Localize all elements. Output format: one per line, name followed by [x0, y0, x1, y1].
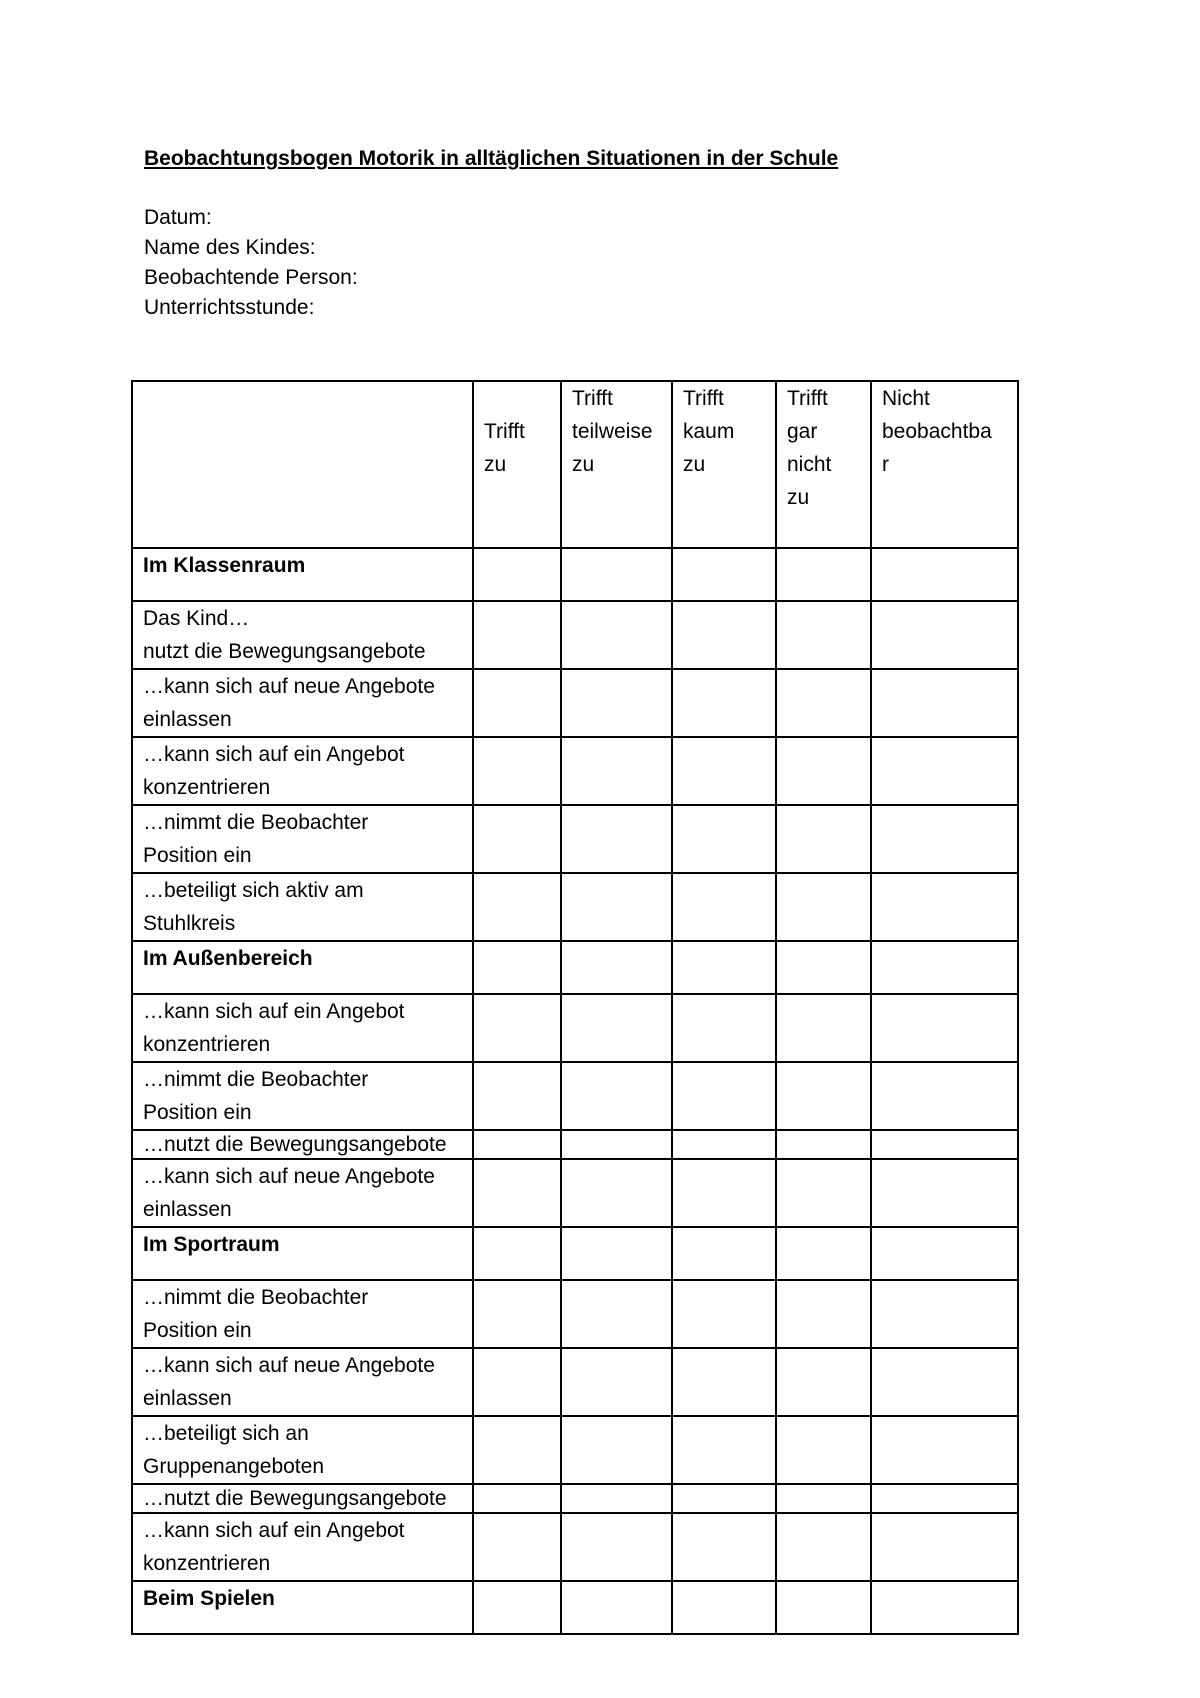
rating-cell[interactable]: [776, 994, 871, 1062]
header-cell-label: [132, 381, 473, 548]
rating-cell[interactable]: [473, 941, 561, 994]
table-row: [132, 805, 1018, 873]
rating-cell[interactable]: [473, 737, 561, 805]
item-label-cell: [132, 873, 473, 941]
rating-cell[interactable]: [776, 1581, 871, 1634]
rating-cell[interactable]: [561, 805, 672, 873]
rating-cell[interactable]: [672, 1348, 776, 1416]
meta-field-lesson: Unterrichtsstunde:: [144, 296, 315, 319]
table-row: [132, 994, 1018, 1062]
meta-fields: [144, 203, 358, 323]
rating-cell[interactable]: [561, 1581, 672, 1634]
rating-cell[interactable]: [473, 548, 561, 601]
rating-cell[interactable]: [871, 873, 1018, 941]
rating-cell[interactable]: [871, 737, 1018, 805]
rating-cell[interactable]: [473, 1062, 561, 1130]
rating-cell[interactable]: [672, 941, 776, 994]
rating-cell[interactable]: [776, 669, 871, 737]
rating-cell[interactable]: [776, 1227, 871, 1280]
header-cell-trifft-teilweise-zu: Trifft teilweise zu: [561, 381, 672, 548]
rating-cell[interactable]: [871, 1513, 1018, 1581]
header-cell-trifft-gar-nicht-zu: Trifft gar nicht zu: [776, 381, 871, 548]
rating-cell[interactable]: [561, 1159, 672, 1227]
rating-cell[interactable]: [672, 1581, 776, 1634]
rating-cell[interactable]: [776, 805, 871, 873]
rating-cell[interactable]: [871, 1484, 1018, 1513]
rating-cell[interactable]: [871, 1581, 1018, 1634]
section-label-cell: [132, 941, 473, 994]
item-label: …nimmt die Beobachter Position ein: [143, 811, 369, 867]
rating-cell[interactable]: [473, 1513, 561, 1581]
rating-cell[interactable]: [473, 873, 561, 941]
rating-cell[interactable]: [871, 1348, 1018, 1416]
rating-cell[interactable]: [871, 1280, 1018, 1348]
rating-cell[interactable]: [871, 1062, 1018, 1130]
item-label: …kann sich auf neue Angebote einlassen: [143, 675, 435, 731]
table-row: [132, 1159, 1018, 1227]
rating-cell[interactable]: [672, 1062, 776, 1130]
rating-cell[interactable]: [672, 548, 776, 601]
rating-cell[interactable]: [871, 994, 1018, 1062]
section-label: Im Klassenraum: [143, 554, 306, 577]
rating-cell[interactable]: [561, 669, 672, 737]
rating-cell[interactable]: [473, 1227, 561, 1280]
item-label-cell: [132, 1130, 473, 1159]
item-label-cell: [132, 1484, 473, 1513]
table-row: [132, 873, 1018, 941]
rating-cell[interactable]: [672, 669, 776, 737]
document-title: Beobachtungsbogen Motorik in alltäglichen Situationen in der Schule: [144, 147, 839, 170]
item-label-cell: [132, 805, 473, 873]
rating-cell[interactable]: [473, 1280, 561, 1348]
table-row: [132, 737, 1018, 805]
table-header-row: [132, 381, 1018, 548]
item-label: …kann sich auf neue Angebote einlassen: [143, 1354, 435, 1410]
item-label: …beteiligt sich aktiv am Stuhlkreis: [143, 879, 364, 935]
table-row: [132, 1062, 1018, 1130]
rating-cell[interactable]: [871, 941, 1018, 994]
item-label-cell: [132, 1062, 473, 1130]
rating-cell[interactable]: [473, 601, 561, 669]
rating-cell[interactable]: [473, 1130, 561, 1159]
rating-cell[interactable]: [561, 941, 672, 994]
table-row: [132, 1513, 1018, 1581]
rating-cell[interactable]: [776, 548, 871, 601]
rating-cell[interactable]: [561, 1348, 672, 1416]
table-section-row: [132, 548, 1018, 601]
item-label: …kann sich auf neue Angebote einlassen: [143, 1165, 435, 1221]
rating-cell[interactable]: [871, 1159, 1018, 1227]
section-label: Im Sportraum: [143, 1233, 280, 1256]
rating-cell[interactable]: [561, 1484, 672, 1513]
rating-cell[interactable]: [473, 994, 561, 1062]
item-label-cell: [132, 601, 473, 669]
table-section-row: [132, 941, 1018, 994]
rating-cell[interactable]: [672, 994, 776, 1062]
rating-cell[interactable]: [561, 1416, 672, 1484]
rating-cell[interactable]: [473, 1484, 561, 1513]
rating-cell[interactable]: [561, 601, 672, 669]
table-section-row: [132, 1227, 1018, 1280]
item-label: …beteiligt sich an Gruppenangeboten: [143, 1422, 324, 1478]
rating-cell[interactable]: [672, 1130, 776, 1159]
table-row: [132, 669, 1018, 737]
section-label: Beim Spielen: [143, 1587, 275, 1610]
table-row: [132, 1416, 1018, 1484]
rating-cell[interactable]: [561, 1227, 672, 1280]
table-row: [132, 1280, 1018, 1348]
rating-cell[interactable]: [672, 1513, 776, 1581]
item-label-cell: [132, 994, 473, 1062]
item-label: …kann sich auf ein Angebot konzentrieren: [143, 743, 405, 799]
table-row: [132, 1130, 1018, 1159]
section-label-cell: [132, 548, 473, 601]
rating-cell[interactable]: [776, 873, 871, 941]
rating-cell[interactable]: [776, 601, 871, 669]
table-row: [132, 1348, 1018, 1416]
rating-cell[interactable]: [672, 805, 776, 873]
rating-cell[interactable]: [871, 805, 1018, 873]
rating-cell[interactable]: [561, 548, 672, 601]
item-label: …nutzt die Bewegungsangebote: [143, 1133, 447, 1156]
rating-cell[interactable]: [776, 941, 871, 994]
rating-cell[interactable]: [776, 737, 871, 805]
rating-cell[interactable]: [672, 873, 776, 941]
observation-table: [131, 380, 1019, 1635]
item-label-cell: [132, 737, 473, 805]
rating-cell[interactable]: [776, 1159, 871, 1227]
section-label: Im Außenbereich: [143, 947, 313, 970]
rating-cell[interactable]: [672, 1484, 776, 1513]
item-label-cell: [132, 669, 473, 737]
rating-cell[interactable]: [561, 1513, 672, 1581]
table-row: [132, 1484, 1018, 1513]
rating-cell[interactable]: [473, 1159, 561, 1227]
meta-field-date: Datum:: [144, 206, 212, 229]
rating-cell[interactable]: [672, 1416, 776, 1484]
item-label-cell: [132, 1348, 473, 1416]
rating-cell[interactable]: [561, 1130, 672, 1159]
item-label-cell: [132, 1416, 473, 1484]
table-body: [132, 548, 1018, 1634]
rating-cell[interactable]: [561, 737, 672, 805]
rating-cell[interactable]: [871, 1130, 1018, 1159]
rating-cell[interactable]: [871, 601, 1018, 669]
header-cell-trifft-kaum-zu: Trifft kaum zu: [672, 381, 776, 548]
rating-cell[interactable]: [871, 1227, 1018, 1280]
rating-cell[interactable]: [776, 1484, 871, 1513]
item-label: Das Kind… nutzt die Bewegungsangebote: [143, 607, 426, 663]
table-row: [132, 601, 1018, 669]
item-label-cell: [132, 1159, 473, 1227]
item-label: …kann sich auf ein Angebot konzentrieren: [143, 1519, 405, 1575]
rating-cell[interactable]: [672, 1227, 776, 1280]
rating-cell[interactable]: [672, 1159, 776, 1227]
rating-cell[interactable]: [776, 1348, 871, 1416]
rating-cell[interactable]: [871, 669, 1018, 737]
rating-cell[interactable]: [473, 805, 561, 873]
meta-field-child-name: Name des Kindes:: [144, 236, 316, 259]
rating-cell[interactable]: [672, 737, 776, 805]
rating-cell[interactable]: [871, 548, 1018, 601]
rating-cell[interactable]: [473, 1416, 561, 1484]
rating-cell[interactable]: [871, 1416, 1018, 1484]
table-section-row: [132, 1581, 1018, 1634]
item-label-cell: [132, 1280, 473, 1348]
rating-cell[interactable]: [672, 601, 776, 669]
section-label-cell: [132, 1581, 473, 1634]
item-label: …kann sich auf ein Angebot konzentrieren: [143, 1000, 405, 1056]
rating-cell[interactable]: [776, 1130, 871, 1159]
item-label: …nimmt die Beobachter Position ein: [143, 1286, 369, 1342]
rating-cell[interactable]: [561, 994, 672, 1062]
rating-cell[interactable]: [672, 1280, 776, 1348]
rating-cell[interactable]: [561, 1062, 672, 1130]
header-cell-nicht-beobachtbar: Nicht beobachtba r: [871, 381, 1018, 548]
rating-cell[interactable]: [776, 1416, 871, 1484]
rating-cell[interactable]: [473, 1581, 561, 1634]
item-label: …nimmt die Beobachter Position ein: [143, 1068, 369, 1124]
item-label-cell: [132, 1513, 473, 1581]
rating-cell[interactable]: [473, 1348, 561, 1416]
rating-cell[interactable]: [776, 1513, 871, 1581]
rating-cell[interactable]: [776, 1062, 871, 1130]
meta-field-observer: Beobachtende Person:: [144, 266, 358, 289]
item-label: …nutzt die Bewegungsangebote: [143, 1487, 447, 1510]
section-label-cell: [132, 1227, 473, 1280]
rating-cell[interactable]: [776, 1280, 871, 1348]
rating-cell[interactable]: [473, 669, 561, 737]
rating-cell[interactable]: [561, 873, 672, 941]
rating-cell[interactable]: [561, 1280, 672, 1348]
header-cell-trifft-zu: Trifft zu: [473, 381, 561, 548]
